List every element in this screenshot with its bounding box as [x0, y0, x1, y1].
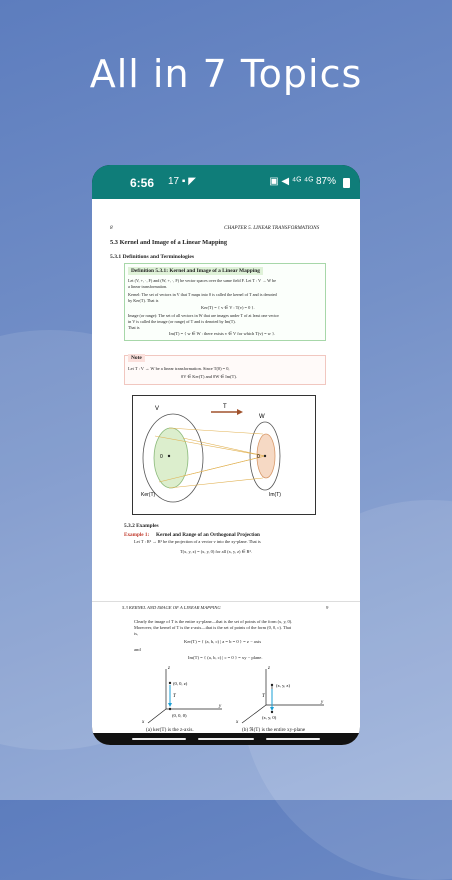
zero-vector-v [168, 455, 170, 457]
pdf-viewer[interactable] [92, 199, 360, 745]
definition-line: Let (V, +, ·, F) and (W, +, ·, F) be vector spaces over the same field F. Let T : V → W be [128, 278, 277, 283]
status-bar [92, 165, 360, 199]
y-axis-label: y [321, 700, 324, 705]
battery-icon [343, 178, 350, 188]
definition-line: Kernel: The set of vectors in V that T maps into 0 is called the kernel of T and is denoted [128, 292, 277, 297]
figure-caption-left: (a) ker(T) is the z-axis. [146, 727, 194, 733]
z-axis-label: z [168, 666, 170, 671]
projected-point-label: (x, y, 0) [262, 715, 277, 720]
z-axis-label: z [268, 666, 270, 671]
page-header: 5.3 KERNEL AND IMAGE OF A LINEAR MAPPING [122, 605, 221, 610]
t-label: T [262, 694, 265, 699]
example-title: Kernel and Range of an Orthogonal Projection [156, 532, 260, 538]
note-box [124, 355, 326, 385]
body-line: Clearly the image of T is the entire xy-plane—that is the set of points of the form (x, y, 0). [134, 619, 293, 624]
definition-title: Definition 5.3.1: Kernel and Image of a Linear Mapping [128, 267, 263, 275]
y-axis-label: y [219, 704, 222, 709]
image-definition-formula: Im(T) = { w ∈ W : there exists v ∈ V for which T(v) = w }. [169, 331, 276, 336]
nav-handle-right [266, 738, 320, 740]
kernel-image-diagram [132, 395, 316, 515]
definition-line: Image (or range): The set of all vectors in W that are images under T of at least one vector [128, 313, 279, 318]
and-word: and [134, 647, 141, 652]
origin-label: (0, 0, 0) [172, 713, 187, 718]
notification-icons: 17 ▪ ◤ [168, 176, 196, 187]
arrow-head [237, 409, 243, 415]
image-formula: Im(T) = { (a, b, c) | c = 0 } = xy − plane. [188, 655, 263, 660]
signal-icons [269, 176, 336, 187]
note-line: Let T : V → W be a linear transformation. Since T(0) = 0, [128, 366, 230, 371]
w-label: W [259, 414, 265, 420]
x-axis-label: x [236, 720, 239, 725]
t-label: T [223, 404, 227, 410]
example-formula: T(x, y, z) = (x, y, 0) for all (x, y, z) ∈ R³. [180, 549, 252, 554]
section-heading: 5.3 Kernel and Image of a Linear Mapping [110, 239, 228, 246]
page-number: 9 [326, 605, 329, 610]
examples-heading: 5.3.2 Examples [124, 523, 159, 529]
mapping-diagram-svg [133, 396, 315, 514]
note-formula: 0V ∈ Ker(T) and 0W ∈ Im(T). [181, 374, 237, 379]
v-label: V [155, 406, 160, 412]
network-icons: ▣ ◀ ⁴ᴳ ⁴ᴳ [269, 176, 314, 187]
definition-line: a linear transformation. [128, 284, 168, 289]
body-line: Moreover, the kernel of T is the z-axis—that is the set of points of the form (0, 0, c). That [134, 625, 291, 630]
status-time: 6:56 [130, 176, 155, 190]
page-number: 8 [110, 225, 113, 231]
t-label: T [173, 694, 176, 699]
zero-w-label: 0 [257, 454, 260, 460]
nav-handle-center[interactable] [198, 738, 254, 740]
axes-figure-right [232, 663, 328, 725]
nav-handle-left [132, 738, 186, 740]
definition-line: in V is called the image (or range) of T and is denoted by Im(T). [128, 319, 236, 324]
chapter-header: CHAPTER 5. LINEAR TRANSFORMATIONS [224, 225, 320, 231]
zero-v-label: 0 [160, 454, 163, 460]
note-tag: Note [128, 354, 145, 362]
navigation-bar [92, 733, 360, 745]
zero-vector-w [264, 455, 266, 457]
kernel-definition-formula: Ker(T) = { v ∈ V : T(v) = 0 }. [201, 305, 255, 310]
point-label: (x, y, z) [276, 683, 290, 688]
definition-line: That is [128, 325, 140, 330]
ker-label: Ker(T) [141, 492, 156, 498]
figure-caption-right: (b) ℜ(T) is the entire xy-plane [242, 727, 306, 733]
kernel-formula: Ker(T) = { (a, b, c) | a = b = 0 } = z − axis [184, 639, 262, 644]
definition-line: by Ker(T). That is [128, 298, 159, 303]
axes-figure-left [140, 663, 226, 725]
example-line: Let T : R³ → R³ be the projection of a vector v into the xy-plane. That is [134, 539, 261, 544]
definition-box [124, 263, 326, 341]
point-label: (0, 0, z) [173, 681, 188, 686]
headline: All in 7 Topics [89, 52, 363, 96]
example-label: Example 1: [124, 532, 150, 538]
body-line: is, [134, 631, 139, 636]
phone-frame [92, 165, 360, 745]
battery-percent: 87% [315, 176, 336, 187]
page-divider [92, 601, 360, 602]
subsection-heading: 5.3.1 Definitions and Terminologies [110, 254, 195, 260]
im-label: Im(T) [269, 492, 281, 498]
x-axis-label: x [142, 720, 145, 725]
